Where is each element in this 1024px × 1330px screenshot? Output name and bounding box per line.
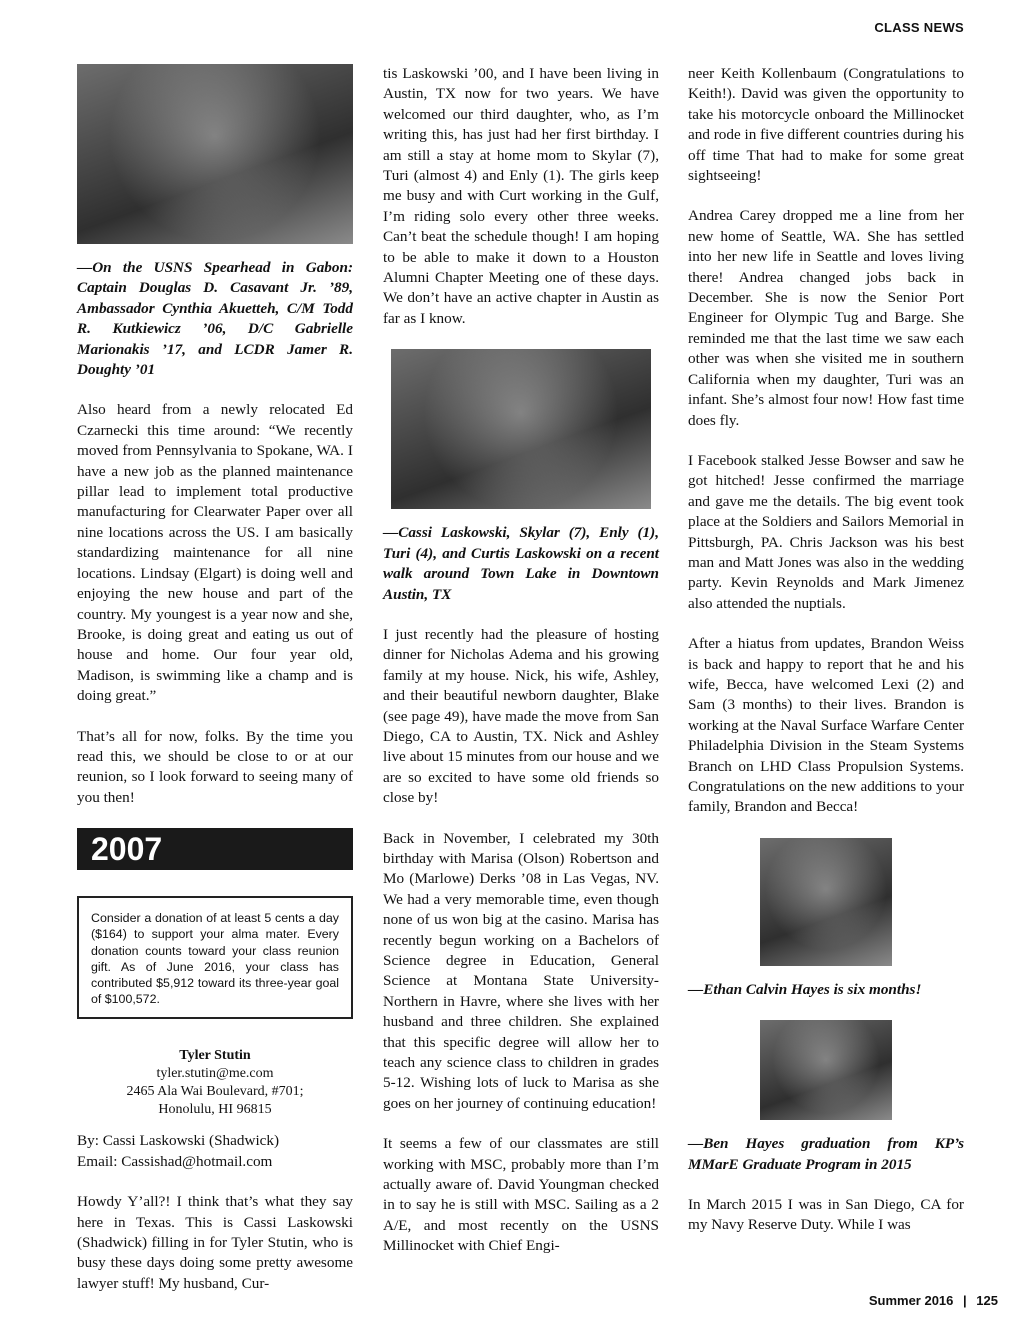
class-contact bbox=[77, 1047, 353, 1119]
contact-address-1: 2465 Ala Wai Boulevard, #701; bbox=[126, 1084, 304, 1100]
column-2 bbox=[383, 64, 659, 1277]
photo-ben-hayes bbox=[760, 1020, 892, 1120]
page-footer bbox=[869, 1293, 998, 1308]
paragraph-adema: I just recently had the pleasure of hosting dinner for Nicholas Adema and his growing family at my house. Nick, his wife, Ashley, and their beautiful newborn daughter, Blake (see page 49), have made the move from San Diego, CA to Austin, TX. Nick and Ashley live about 15 minutes from our house and we are so excited to have some old friends so close by! bbox=[383, 625, 659, 807]
contact-name: Tyler Stutin bbox=[179, 1048, 251, 1064]
paragraph-weiss: After a hiatus from updates, Brandon Weiss is back and happy to report that he and his wife, Becca, have welcomed Lexi (2) and Sam (3 months) to their lives. Brandon is working at the Naval Surface Warfare Center Philadelphia Division in the Steam Systems Branch on LHD Class Propulsion Systems. Congratulations on the new additions to your family, Brandon and Becca! bbox=[688, 635, 964, 816]
byline: By: Cassi Laskowski (Shadwick) bbox=[77, 1132, 280, 1150]
paragraph-carey: Andrea Carey dropped me a line from her new home of Seattle, WA. She has settled into her new life in Seattle and loves living there! Andrea changed jobs back in December. She is now the Senior Port Engineer for Olympic Tug and Barge. She reminded me that the last time we saw each other was when she visited me in southern California when my daughter, Turi was an infant. She’s almost four now! How fast time does fly. bbox=[688, 207, 964, 429]
byline-email: Email: Cassishad@hotmail.com bbox=[77, 1152, 273, 1170]
paragraph-austin: tis Laskowski ’00, and I have been living in Austin, TX now for two years. We have welcomed our third daughter, who, as I’m writing this, has just had her first birthday. I am still a stay at home mom to Skylar (7), Turi (almost 4) and Enly (1). The girls keep me busy and with Curt working in the Gulf, I’m riding solo every other three weeks. Can’t beat the schedule though! I am hoping to be able to make it down to a Houston Alumni Chapter Meeting one of these days. We don’t have an active chapter in Austin as far as I know. bbox=[383, 65, 659, 327]
paragraph-czarnecki: Also heard from a newly relocated Ed Czarnecki this time around: “We recently moved from Pennsylvania to Spokane, WA. I have a new job as the planned maintenance pillar lead to implement total productive manufacturing for Clearwater Paper over all nine locations across the US. I am basically standardizing maintenance for all nine locations. Lindsay (Elgart) is doing well and enjoying the new house and part of the country. My youngest is a year now and she, Brooke, is doing great and eating us out of house and home. Our four year old, Madison, is swimming like a champ and is doing great.” bbox=[77, 401, 353, 705]
column-1 bbox=[77, 64, 353, 1314]
paragraph-msc: It seems a few of our classmates are still working with MSC, probably more than I’m actually aware of. David Youngman checked in to say he is still with MSC. Sailing as a 2 A/E, and most recently on the USNS Millinocket with Chief Engi- bbox=[383, 1135, 659, 1255]
section-header: CLASS NEWS bbox=[874, 20, 964, 35]
paragraph-closing: That’s all for now, folks. By the time you read this, we should be close to or at our reunion, so I look forward to seeing many of you then! bbox=[77, 727, 353, 806]
photo-laskowski-family bbox=[391, 349, 651, 509]
caption-ben: —Ben Hayes graduation from KP’s MMarE Graduate Program in 2015 bbox=[688, 1135, 964, 1173]
caption-spearhead: —On the USNS Spearhead in Gabon: Captain Douglas D. Casavant Jr. ’89, Ambassador Cynthia Akuetteh, C/M Todd R. Kutkiewicz ’06, D/C Gabrielle Marionakis ’17, and LCDR Jamer R. Doughty ’01 bbox=[77, 259, 353, 379]
class-year-banner: 2007 bbox=[77, 828, 353, 870]
caption-ethan: —Ethan Calvin Hayes is six months! bbox=[688, 980, 922, 998]
caption-laskowski: —Cassi Laskowski, Skylar (7), Enly (1), Turi (4), and Curtis Laskowski on a recent walk around Town Lake in Downtown Austin, TX bbox=[383, 524, 659, 603]
photo-ethan-hayes bbox=[760, 838, 892, 966]
donation-box: Consider a donation of at least 5 cents a day ($164) to support your alma mater. Every donation counts toward your class reunion gift. As of June 2016, your class has contributed $5,912 toward its three-year goal of $100,572. bbox=[77, 896, 353, 1019]
paragraph-san-diego: In March 2015 I was in San Diego, CA for my Navy Reserve Duty. While I was bbox=[688, 1196, 964, 1234]
contact-address-2: Honolulu, HI 96815 bbox=[158, 1102, 272, 1118]
footer-separator: | bbox=[963, 1293, 967, 1308]
paragraph-howdy: Howdy Y’all?! I think that’s what they say here in Texas. This is Cassi Laskowski (Shadwick) filling in for Tyler Stutin, who is busy these days doing some pretty awesome lawyer stuff! My husband, Cur- bbox=[77, 1193, 353, 1292]
paragraph-kollenbaum: neer Keith Kollenbaum (Congratulations to Keith!). David was given the opportunity to take his motorcycle onboard the Millinocket and rode in five different countries during his off time That had to make for some great sightseeing! bbox=[688, 65, 964, 185]
column-3 bbox=[688, 64, 964, 1256]
paragraph-bowser: I Facebook stalked Jesse Bowser and saw he got hitched! Jesse confirmed the marriage and gave me the details. The big event took place at the Soldiers and Sailors Memorial in Pittsburgh, PA. Chris Jackson was his best man and Matt Jones was also in the wedding party. Kevin Reynolds and Mark Jimenez also attended the nuptials. bbox=[688, 451, 964, 612]
paragraph-birthday: Back in November, I celebrated my 30th birthday with Marisa (Olson) Robertson and Mo (Marlowe) Derks ’08 in Las Vegas, NV. We had a very memorable time, even though none of us won big at the casino. Marisa has recently begun working on a Bachelors of Science degree in Education, General Science at Montana State University-Northern in Havre, where she lives with her husband and three children. She explained that this specific degree will allow her to teach any science class to children in grades 5-12. Wishing lots of luck to Marisa as she goes on her journey of continuing education! bbox=[383, 829, 659, 1112]
footer-issue: Summer 2016 bbox=[868, 1293, 954, 1308]
contact-email: tyler.stutin@me.com bbox=[156, 1066, 274, 1082]
photo-usns-spearhead bbox=[77, 64, 353, 244]
page-number: 125 bbox=[976, 1293, 998, 1308]
